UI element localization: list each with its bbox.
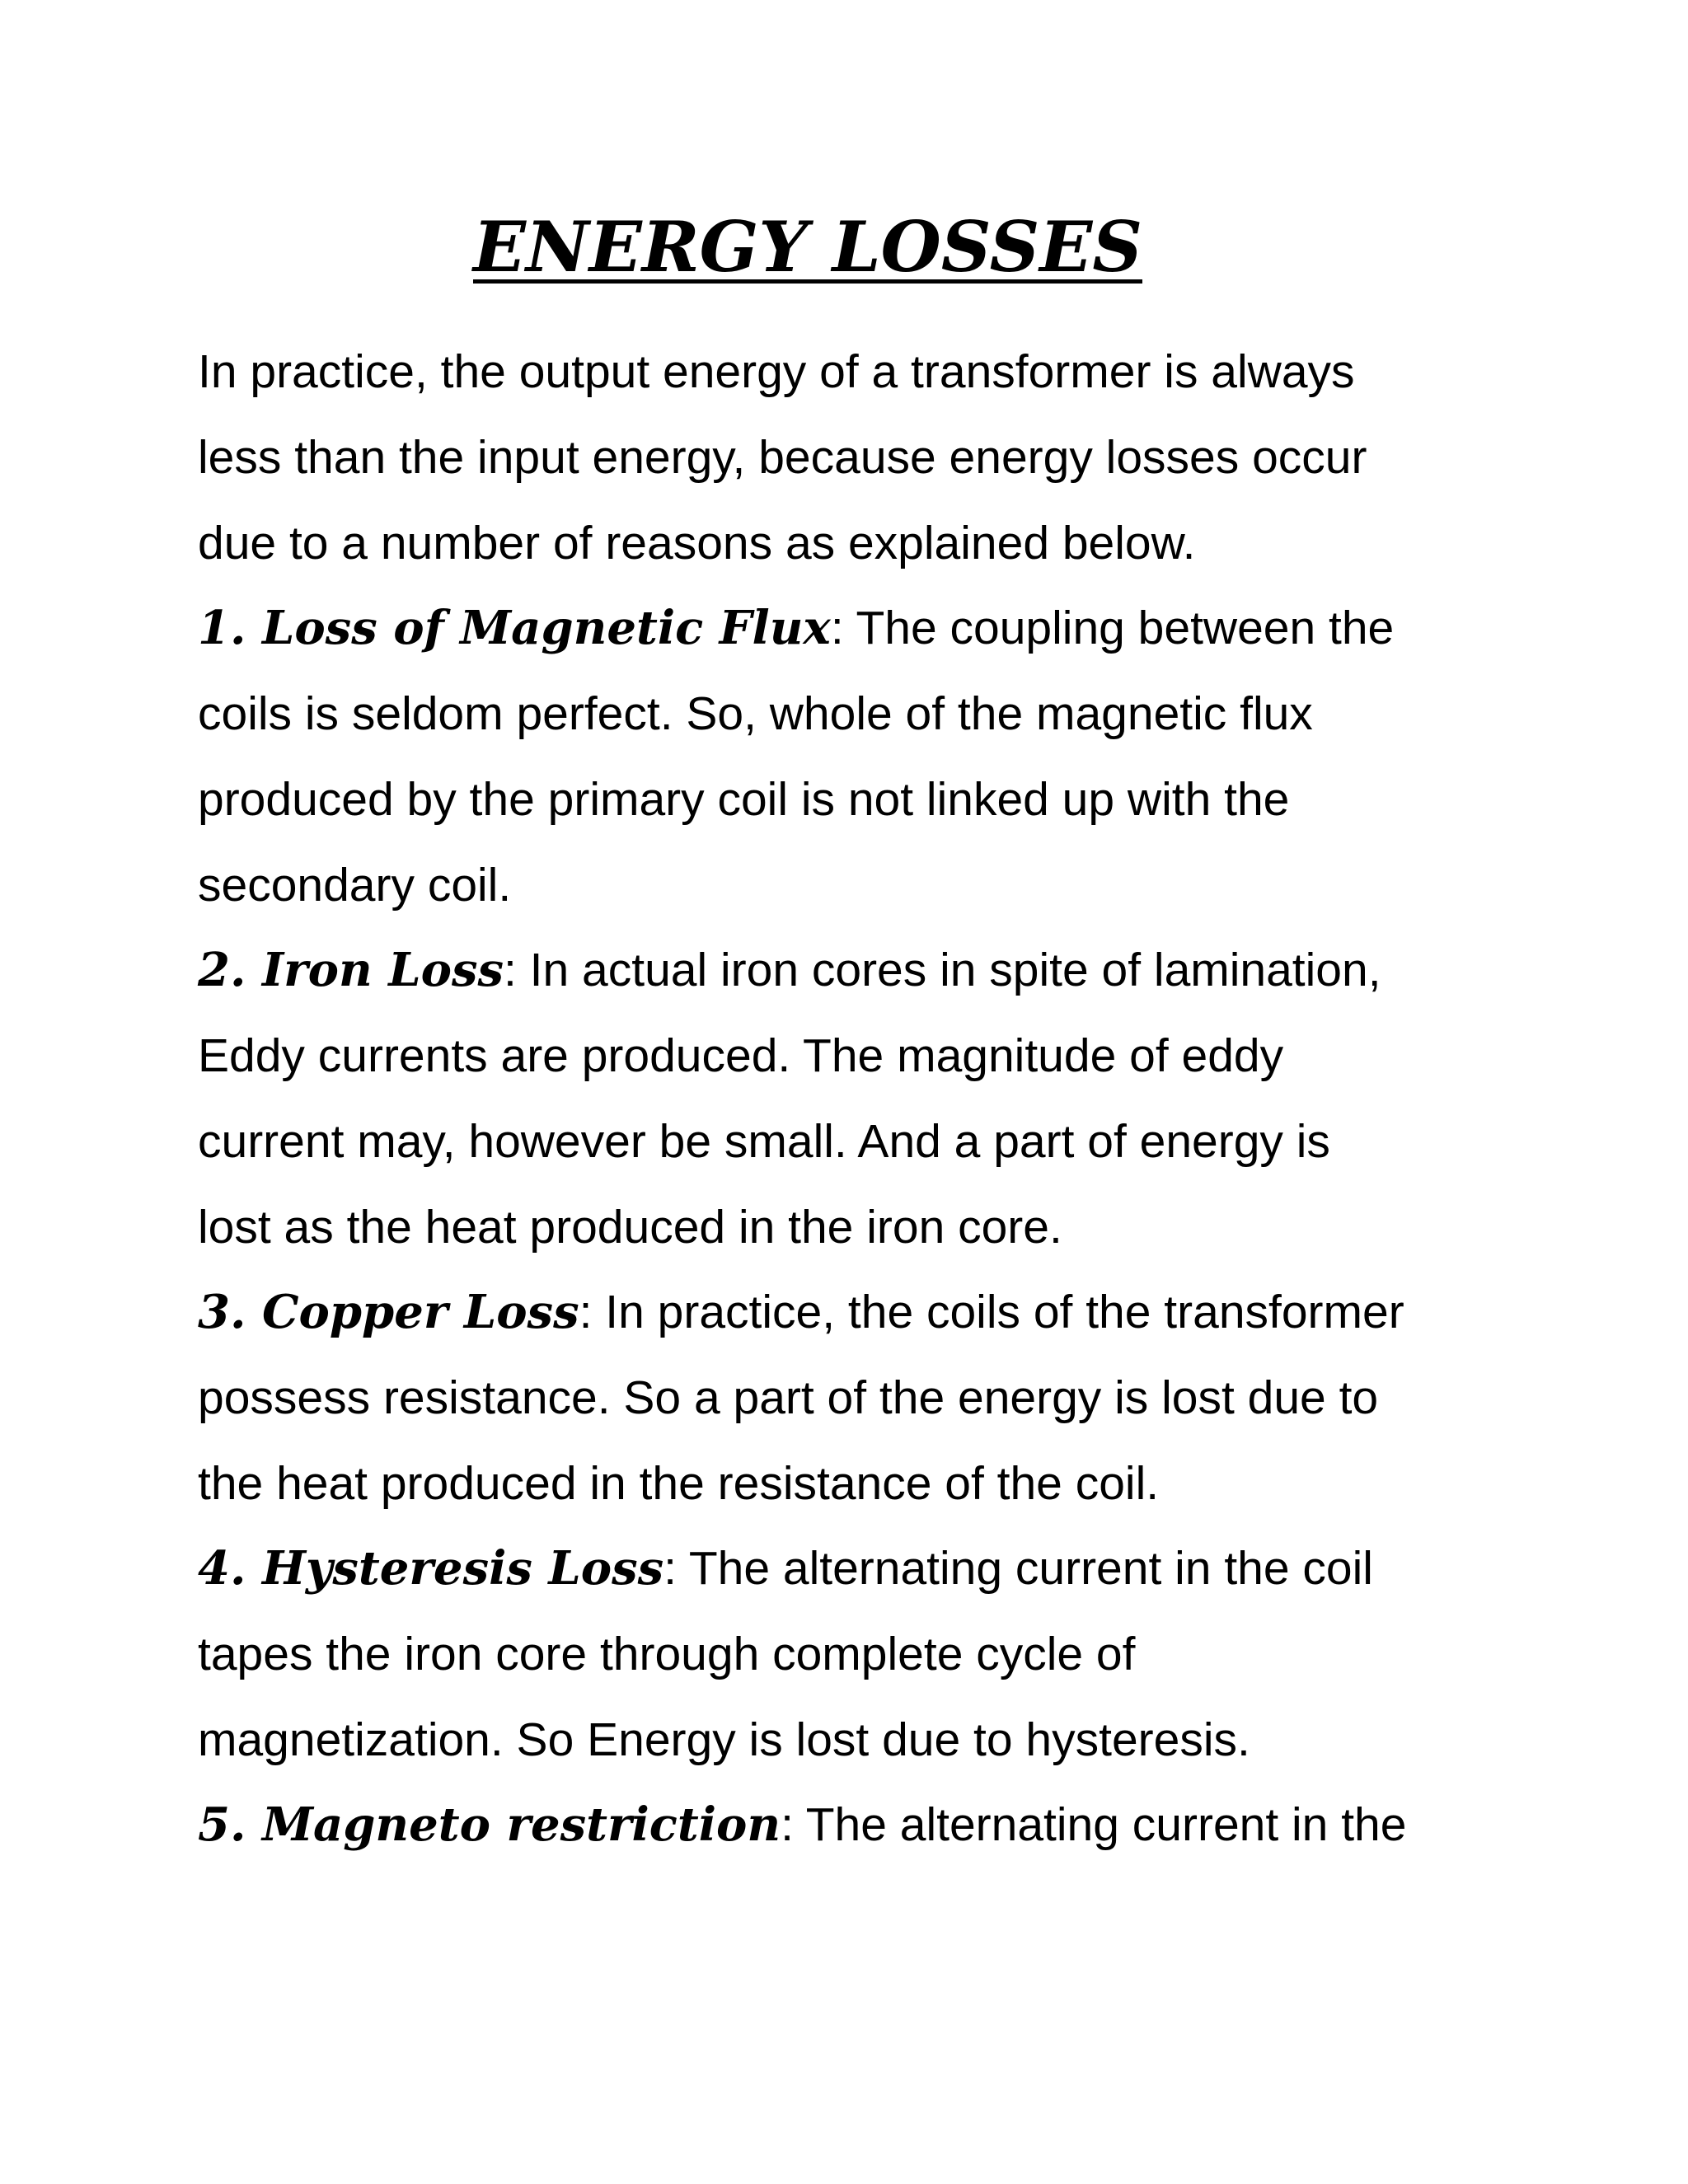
loss-item-line: produced by the primary coil is not linked up with the (198, 773, 1290, 826)
loss-item-line: lost as the heat produced in the iron core. (198, 1201, 1062, 1254)
loss-item-line: coils is seldom perfect. So, whole of the magnetic flux (198, 687, 1313, 740)
loss-item-line: Eddy currents are produced. The magnitude of eddy (198, 1029, 1284, 1082)
loss-item-heading: 5. Magneto restriction (198, 1797, 781, 1852)
loss-item-line: secondary coil. (198, 859, 512, 912)
loss-item-line: tapes the iron core through complete cycle of (198, 1628, 1136, 1680)
loss-item-text: : The alternating current in the coil (663, 1542, 1373, 1595)
intro-line: due to a number of reasons as explained below. (198, 517, 1196, 569)
loss-item-heading-line (198, 941, 1381, 999)
loss-item-line: current may, however be small. And a part of energy is (198, 1115, 1330, 1168)
loss-item-heading: 2. Iron Loss (198, 943, 504, 997)
loss-item-heading: 4. Hysteresis Loss (198, 1541, 664, 1596)
loss-item-text: : The coupling between the (830, 602, 1395, 654)
loss-item-text: : The alternating current in the (781, 1798, 1407, 1851)
loss-item-heading-line (198, 599, 1394, 657)
intro-line: less than the input energy, because energy losses occur (198, 431, 1367, 484)
loss-item-line: possess resistance. So a part of the energy is lost due to (198, 1371, 1379, 1424)
loss-item-heading: 1. Loss of Magnetic Flux (198, 601, 831, 655)
loss-item-line: the heat produced in the resistance of the coil. (198, 1457, 1160, 1510)
loss-item-text: : In actual iron cores in spite of lamination, (504, 944, 1381, 996)
intro-line: In practice, the output energy of a transformer is always (198, 345, 1355, 398)
page-title: ENERGY LOSSES (473, 206, 1142, 288)
loss-item-heading: 3. Copper Loss (198, 1285, 579, 1339)
loss-item-heading-line (198, 1283, 1404, 1341)
loss-item-text: : In practice, the coils of the transformer (579, 1286, 1404, 1338)
loss-item-heading-line (198, 1540, 1373, 1597)
loss-item-heading-line (198, 1796, 1406, 1854)
loss-item-line: magnetization. So Energy is lost due to hysteresis. (198, 1713, 1250, 1766)
